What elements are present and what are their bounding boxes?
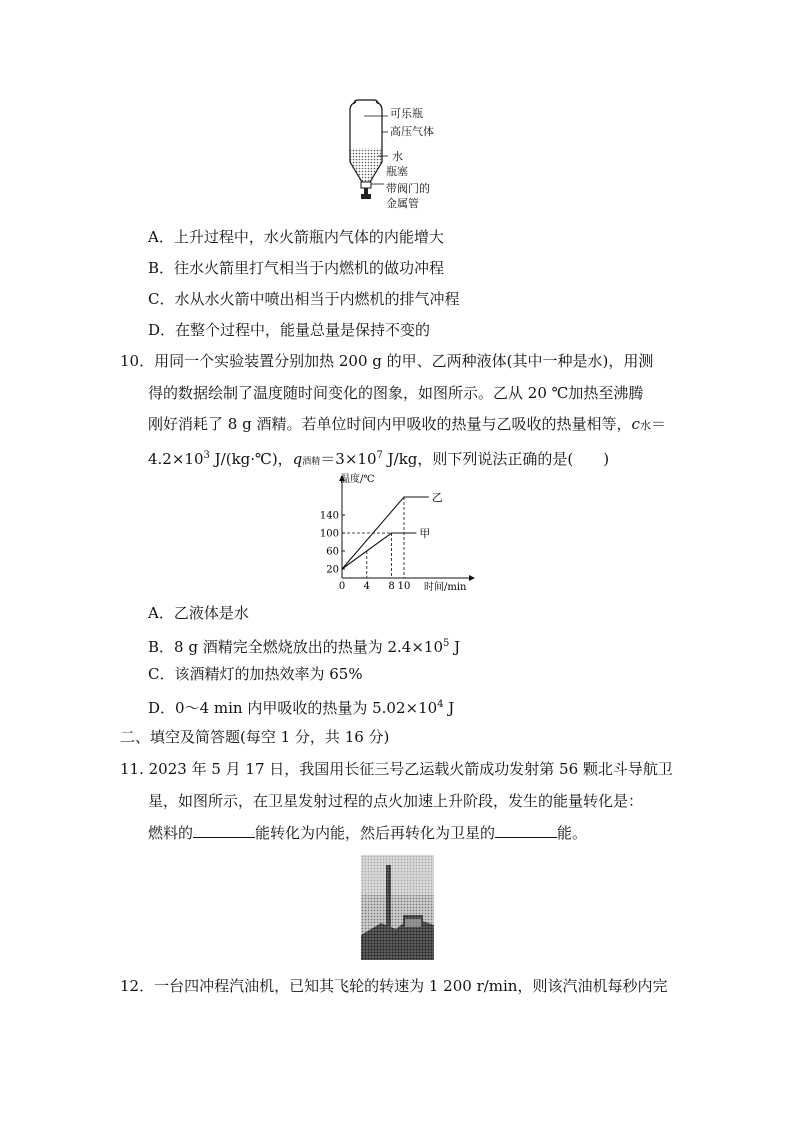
series-label-1: 乙 <box>431 491 443 504</box>
q10-line-1: 10．用同一个实验装置分别加热 200 g 的甲、乙两种液体(其中一种是水)，用测 <box>120 352 654 370</box>
q9-option-c: C．水从水火箭中喷出相当于内燃机的排气冲程 <box>148 290 460 308</box>
x-tick-label: 8 <box>388 581 395 592</box>
q11-line-3: 燃料的 能转化为内能，然后再转化为卫星的 能。 <box>148 824 588 842</box>
q10-option-b: B．8 g 酒精完全燃烧放出的热量为 $2.4\times 10^5$ J <box>148 638 461 656</box>
bottle-label-stopper: 瓶塞 <box>386 165 408 178</box>
x-tick-label: 10 <box>397 581 411 592</box>
q11-blank-2 <box>495 823 557 838</box>
q10-option-d: D．0～4 min 内甲吸收的热量为 $5.02\times 10^4$ J <box>148 699 455 717</box>
series-line-0 <box>342 533 416 569</box>
series-label-0: 甲 <box>419 527 431 540</box>
q10-line-3: 刚好消耗了 8 g 酒精。若单位时间内甲吸收的热量与乙吸收的热量相等，c水＝ <box>148 415 666 433</box>
chart-xlabel: 时间/min <box>424 582 467 593</box>
bottle-label-gas: 高压气体 <box>390 125 434 138</box>
y-tick-label: 140 <box>319 510 339 522</box>
temperature-time-chart <box>310 472 490 596</box>
x-tick-label: 4 <box>363 581 370 592</box>
bottle-label-cola: 可乐瓶 <box>390 107 423 120</box>
q10-line-4: $4.2\times 10^3$ J/(kg·℃)，q酒精$=3\times 10^7$ J/kg，则下列说法正确的是( ) <box>148 450 610 468</box>
y-tick-label: 100 <box>319 528 339 540</box>
bottle-label-valve: 带阀门的 <box>386 182 430 195</box>
q10-line-2: 得的数据绘制了温度随时间变化的图象，如图所示。乙从 20 ℃加热至沸腾 <box>148 384 644 402</box>
q9-option-a: A．上升过程中，水火箭瓶内气体的内能增大 <box>148 228 444 246</box>
q9-option-d: D．在整个过程中，能量总量是保持不变的 <box>148 321 431 339</box>
section-2-heading: 二、填空及简答题(每空 1 分，共 16 分) <box>120 728 390 746</box>
q11-blank-1 <box>193 823 255 838</box>
q9-option-b: B．往水火箭里打气相当于内燃机的做功冲程 <box>148 259 445 277</box>
bottle-water <box>350 148 382 182</box>
q10-option-c: C．该酒精灯的加热效率为 65% <box>148 665 363 683</box>
bottle-label-water: 水 <box>392 150 403 163</box>
q10-option-a: A．乙液体是水 <box>148 604 249 622</box>
x-tick-label: 0 <box>338 581 346 592</box>
rocket-launch-photo <box>361 855 434 960</box>
q11-line-1: 11. 2023 年 5 月 17 日，我国用长征三号乙运载火箭成功发射第 56 颗北斗导航卫 <box>120 760 673 778</box>
bottle-label-tube: 金属管 <box>386 197 419 210</box>
y-tick-label: 20 <box>326 564 339 576</box>
chart-ylabel: 温度/℃ <box>340 474 375 485</box>
q11-line-2: 星，如图所示，在卫星发射过程的点火加速上升阶段，发生的能量转化是： <box>148 792 644 810</box>
y-tick-label: 60 <box>326 546 339 558</box>
q12-line-1: 12．一台四冲程汽油机，已知其飞轮的转速为 1 200 r/min，则该汽油机每秒内完 <box>120 977 668 995</box>
bottle-stopper <box>361 182 371 188</box>
